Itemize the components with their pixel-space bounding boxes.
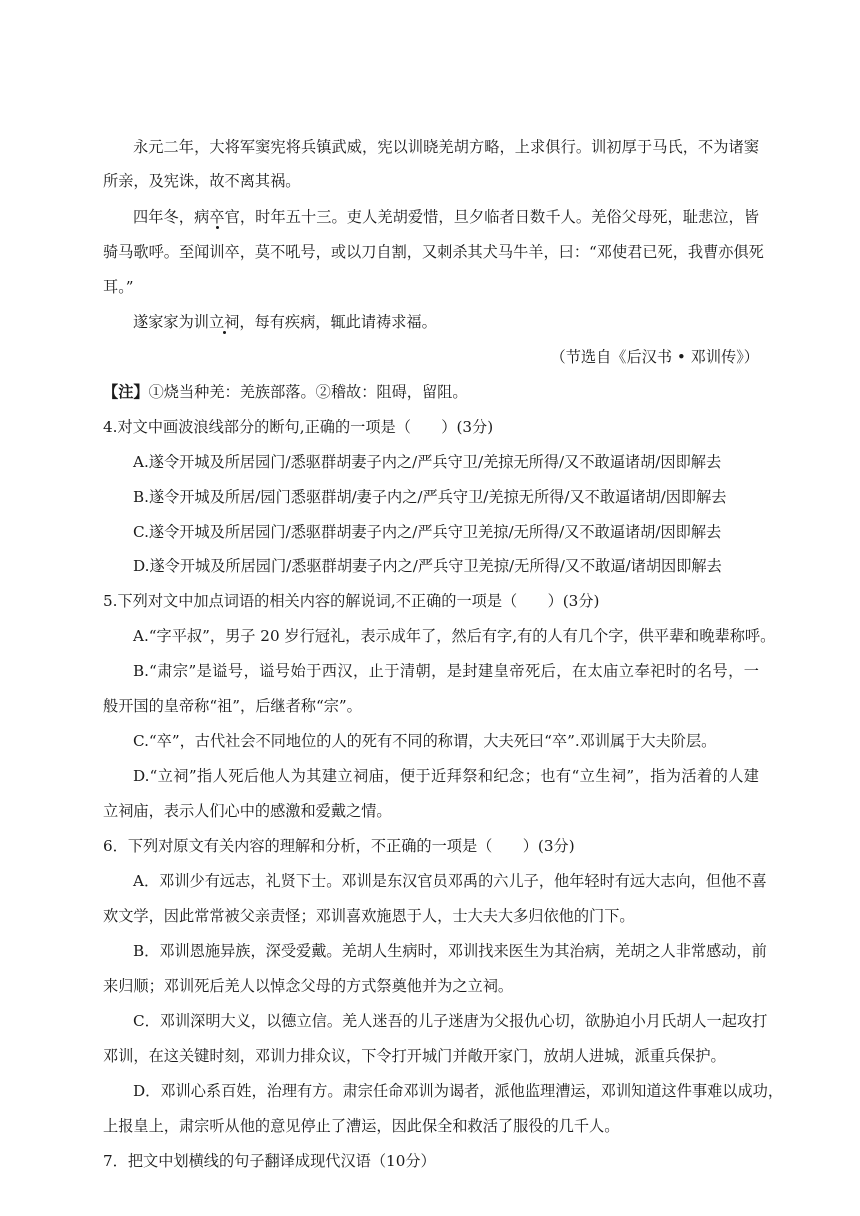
emphasis-dot-word: 卒 [209,208,225,226]
question-4-option-c: C.遂令开城及所居园门/悉驱群胡妻子内之/严兵守卫羌掠/无所得/又不敢逼诸胡/因即解去 [133,523,722,541]
passage-line: 骑马歌呼。至闻训卒，莫不吼号，或以刀自割，又刺杀其犬马牛羊，曰：“邓使君已死，我曹亦俱死 [103,243,764,261]
question-6-option-b: B．邓训恩施异族，深受爱戴。羌胡人生病时，邓训找来医生为其治病，羌胡之人非常感动，前 [133,942,767,960]
question-4-stem: 4.对文中画波浪线部分的断句,正确的一项是（ ）(3分) [103,418,494,436]
question-5-option-c: C.“卒”，古代社会不同地位的人的死有不同的称谓，大夫死曰“卒”.邓训属于大夫阶层。 [133,732,717,750]
source-citation: （节选自《后汉书 • 邓训传》） [550,348,759,366]
question-7-stem: 7．把文中划横线的句子翻译成现代汉语（10分） [103,1152,436,1170]
passage-line: 遂家家为训立祠，每有疾病，辄此请祷求福。 [133,313,437,331]
question-4-option-d: D.遂令开城及所居园门/悉驱群胡妻子内之/严兵守卫羌掠/无所得/又不敢逼/诸胡因即解去 [133,557,722,575]
question-5-option-b-cont: 般开国的皇帝称“祖”，后继者称“宗”。 [103,697,362,715]
question-6-option-d-cont: 上报皇上，肃宗听从他的意见停止了漕运，因此保全和救活了服役的几千人。 [103,1117,620,1135]
question-6-option-d: D．邓训心系百姓，治理有方。肃宗任命邓训为谒者，派他监理漕运，邓训知道这件事难以成功， [133,1082,784,1100]
question-6-option-c-cont: 邓训，在这关键时刻，邓训力排众议，下令打开城门并敞开家门，放胡人进城，派重兵保护。 [103,1047,726,1065]
question-6-stem: 6．下列对原文有关内容的理解和分析，不正确的一项是（ ）(3分) [103,837,575,855]
passage-line: 所亲，及宪诛，故不离其祸。 [103,172,301,190]
passage-line: 耳。” [103,278,134,296]
question-5-option-d-cont: 立祠庙，表示人们心中的感激和爱戴之情。 [103,802,392,820]
passage-line: 四年冬，病卒官，时年五十三。吏人羌胡爱惜，旦夕临者日数千人。羌俗父母死，耻悲泣，皆 [133,208,760,226]
emphasis-dot-word: 立祠 [208,313,240,331]
question-4-option-a: A.遂令开城及所居园门/悉驱群胡妻子内之/严兵守卫/羌掠无所得/又不敢逼诸胡/因即解去 [133,453,722,471]
question-4-option-b: B.遂令开城及所居/园门悉驱群胡/妻子内之/严兵守卫/羌掠无所得/又不敢逼诸胡/因即解去 [133,488,727,506]
footnote: 【注】①烧当种羌：羌族部落。②稽故：阻碍，留阻。 [103,383,468,401]
question-6-option-c: C．邓训深明大义，以德立信。羌人迷吾的儿子迷唐为父报仇心切，欲胁迫小月氏胡人一起攻打 [133,1012,768,1030]
question-5-option-a: A.“字平叔”，男子 20 岁行冠礼，表示成年了，然后有字,有的人有几个字，供平辈和晚辈称呼。 [133,627,776,645]
question-5-option-b: B.“肃宗”是谥号，谥号始于西汉，止于清朝，是封建皇帝死后，在太庙立奉祀时的名号，一 [133,662,759,680]
question-5-option-d: D.“立祠”指人死后他人为其建立祠庙，便于近拜祭和纪念；也有“立生祠”，指为活着的人建 [133,767,759,785]
note-label: 【注】 [103,383,149,401]
question-5-stem: 5.下列对文中加点词语的相关内容的解说词,不正确的一项是（ ）(3分) [103,592,600,610]
passage-line: 永元二年，大将军窦宪将兵镇武威，宪以训晓羌胡方略，上求俱行。训初厚于马氏，不为诸窦 [133,138,759,156]
question-6-option-b-cont: 来归顺；邓训死后羌人以悼念父母的方式祭奠他并为之立祠。 [103,977,514,995]
question-6-option-a-cont: 欢文学，因此常常被父亲责怪；邓训喜欢施恩于人，士大夫大多归依他的门下。 [103,907,635,925]
question-6-option-a: A．邓训少有远志，礼贤下士。邓训是东汉官员邓禹的六儿子，他年轻时有远大志向，但他不喜 [133,872,767,890]
